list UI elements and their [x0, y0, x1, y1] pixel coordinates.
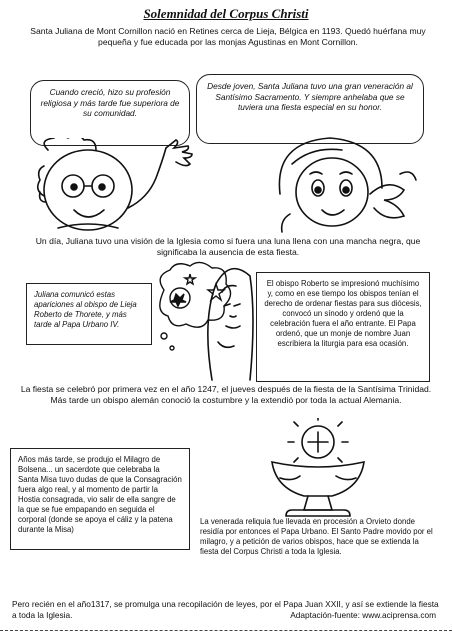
speech-bubble-left: Cuando creció, hizo su profesión religiosa y más tarde fue superiora de su comunidad.	[30, 80, 190, 146]
speech-bubble-right: Desde joven, Santa Juliana tuvo una gran veneración al Santísimo Sacramento. Y siempre anhelaba que se tuviera una fiesta especial en su honor.	[196, 74, 424, 144]
boy-with-glasses-drawing	[18, 138, 208, 236]
page-title: Solemnidad del Corpus Christi	[143, 6, 309, 21]
page-bottom-border	[0, 630, 452, 640]
reliquia-paragraph: La venerada reliquia fue llevada en procesión a Orvieto donde residía por entonces el Papa Urbano. El Santo Padre movido por el milagro, y a petición de varios obispos, hace que se extienda la fiesta del Corpus Christi a toda la Iglesia.	[200, 517, 433, 556]
praying-juliana-drawing	[178, 262, 258, 382]
source-credit: Adaptación-fuente: www.aciprensa.com	[290, 610, 436, 620]
box-juliana-apariciones: Juliana comunicó estas apariciones al obispo de Lieja Roberto de Thorete, y más tarde al Papa Urbano IV.	[26, 283, 152, 345]
intro-paragraph: Santa Juliana de Mont Cornillon nació en Retines cerca de Lieja, Bélgica en 1193. Quedó huérfana muy pequeña y fue educada por las monjas Agustinas en Mont Cornillon.	[30, 26, 426, 47]
girl-with-bow-drawing	[250, 134, 430, 234]
box-milagro-bolsena: Años más tarde, se produjo el Milagro de Bolsena... un sacerdote que celebraba la Santa Misa tuvo dudas de que la Consagración fuera algo real, y al momento de partir la Hostia consagrada, vio salir de ella sangre de la que se fue empapando en seguida el corporal (donde se apoya el cáliz y la patena durante la Misa)	[10, 448, 190, 550]
final-text: Pero recién en el año1317, se promulga una recopilación de leyes, por el Papa Juan XXII, y así se extiende la fiesta a toda la Iglesia.	[12, 599, 439, 620]
final-paragraph	[12, 599, 442, 621]
chalice-host-drawing	[258, 418, 378, 520]
fiesta-paragraph: La fiesta se celebró por primera vez en el año 1247, el jueves después de la fiesta de la Santísima Trinidad. Más tarde un obispo alemán conoció la costumbre y la extendió por toda la actual Alemania.	[20, 384, 432, 405]
box-obispo-roberto: El obispo Roberto se impresionó muchísimo y, como en ese tiempo los obispos tenían el derecho de ordenar fiestas para sus diócesis, convocó un sínodo y ordenó que la celebración fuera el año entrante. El Papa ordenó, que un monje de nombre Juan escribiera la liturgia para esa ocasión.	[256, 272, 430, 382]
vision-paragraph: Un día, Juliana tuvo una visión de la Iglesia como si fuera una luna llena con una mancha negra, que significaba la ausencia de esta fiesta.	[35, 236, 421, 257]
